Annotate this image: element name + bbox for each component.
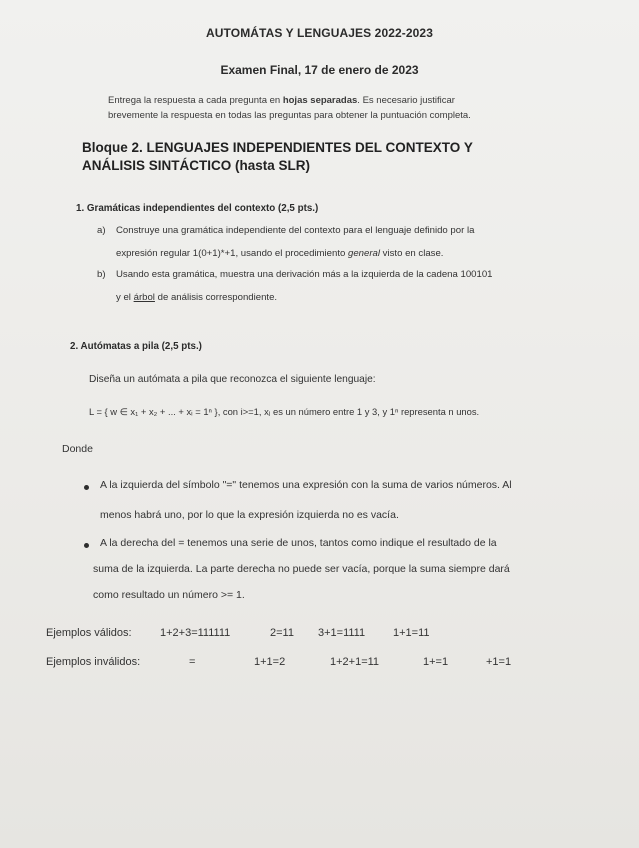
q1-b-underlined: árbol <box>133 292 155 303</box>
q1-a-line-1: Construye una gramática independiente del contexto para el lenguaje definido por la <box>116 225 475 236</box>
valid-examples-label: Ejemplos válidos: <box>46 627 132 639</box>
instructions-bold: hojas separadas <box>282 95 358 106</box>
q2-donde: Donde <box>62 443 93 455</box>
q1-a-italic: general <box>348 248 381 259</box>
block-title-line-1: Bloque 2. LENGUAJES INDEPENDIENTES DEL CONTEXTO Y <box>82 140 473 155</box>
instructions-text: Entrega la respuesta a cada pregunta en <box>108 95 283 106</box>
q2-bullet-2-line-2: suma de la izquierda. La parte derecha no puede ser vacía, porque la suma siempre dará <box>93 563 510 575</box>
q1-a-label: a) <box>97 225 106 236</box>
instructions-line-1 <box>108 95 455 106</box>
instructions-text: . Es necesario justificar <box>357 95 455 106</box>
q2-bullet-2-line-3: como resultado un número >= 1. <box>93 589 245 601</box>
q1-a-text: expresión regular 1(0+1)*+1, usando el procedimiento <box>116 248 348 259</box>
q1-a-text: visto en clase. <box>380 248 444 259</box>
q2-bullet-1-line-1: A la izquierda del símbolo "=" tenemos una expresión con la suma de varios números. Al <box>100 479 512 491</box>
invalid-example: 1+1=2 <box>254 656 286 668</box>
valid-example: 2=11 <box>270 627 294 639</box>
block-title-line-2: ANÁLISIS SINTÁCTICO (hasta SLR) <box>82 158 311 173</box>
valid-example: 1+1=11 <box>393 627 430 639</box>
q1-b-text: y el <box>116 292 134 303</box>
bullet-icon <box>84 485 89 490</box>
bullet-icon <box>84 543 89 548</box>
instructions-line-2: brevemente la respuesta en todas las preguntas para obtener la puntuación completa. <box>108 110 471 121</box>
invalid-examples-label: Ejemplos inválidos: <box>46 656 141 668</box>
q1-b-line-2 <box>116 292 277 303</box>
invalid-example: 1+=1 <box>423 656 449 668</box>
q2-heading: 2. Autómatas a pila (2,5 pts.) <box>70 341 202 352</box>
q1-heading: 1. Gramáticas independientes del contexto (2,5 pts.) <box>76 203 319 214</box>
invalid-example: = <box>189 656 196 668</box>
q1-a-line-2 <box>116 248 443 259</box>
valid-example: 3+1=1111 <box>318 627 366 639</box>
q2-bullet-2-line-1: A la derecha del = tenemos una serie de unos, tantos como indique el resultado de la <box>100 537 497 549</box>
exam-date: Examen Final, 17 de enero de 2023 <box>220 63 419 77</box>
q1-b-text: de análisis correspondiente. <box>154 292 278 303</box>
q1-b-line-1: Usando esta gramática, muestra una derivación más a la izquierda de la cadena 100101 <box>116 269 493 280</box>
q1-b-label: b) <box>97 269 106 280</box>
invalid-example: +1=1 <box>486 656 512 668</box>
invalid-example: 1+2+1=11 <box>330 656 380 668</box>
q2-bullet-1-line-2: menos habrá uno, por lo que la expresión izquierda no es vacía. <box>100 509 399 521</box>
q2-intro: Diseña un autómata a pila que reconozca el siguiente lenguaje: <box>89 374 376 385</box>
exam-title: AUTOMÁTAS Y LENGUAJES 2022-2023 <box>206 26 433 40</box>
q2-language-definition: L = { w ∈ x₁ + x₂ + ... + xᵢ = 1ⁿ }, con i>=1, xⱼ es un número entre 1 y 3, y 1ⁿ representa n unos. <box>89 406 480 417</box>
valid-example: 1+2+3=111111 <box>160 627 231 639</box>
